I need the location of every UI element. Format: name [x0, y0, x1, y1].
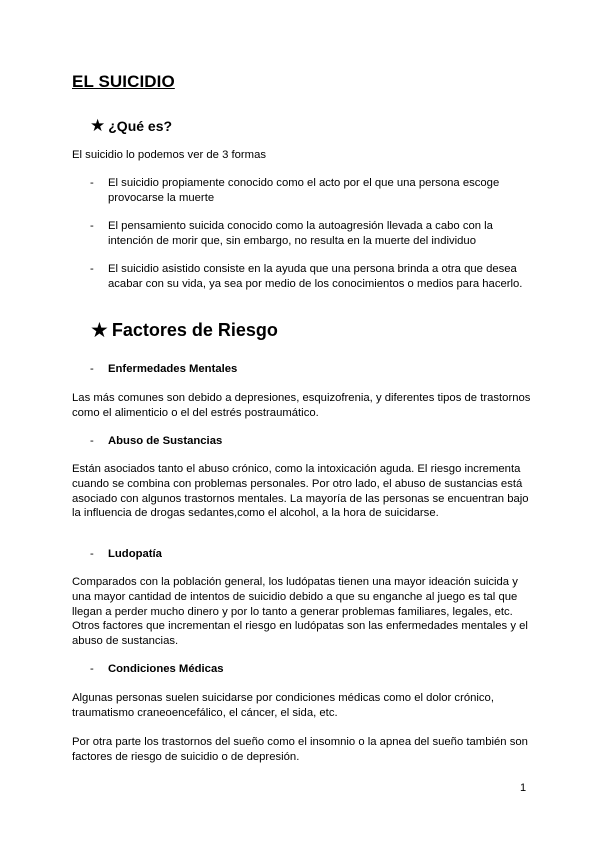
- intro-paragraph: El suicidio lo podemos ver de 3 formas: [72, 149, 267, 161]
- section-heading-que-es: [90, 116, 172, 136]
- section-heading-label: ¿Qué es?: [108, 118, 173, 134]
- subsection-paragraph: Algunas personas suelen suicidarse por condiciones médicas como el dolor crónico, traumatismo craneoencefálico, el cáncer, el sida, etc.: [72, 692, 494, 719]
- subsection-heading: [90, 362, 237, 377]
- bullet-dash: -: [90, 263, 94, 275]
- subsection-heading-label: Abuso de Sustancias: [108, 435, 223, 447]
- subsection-heading-label: Enfermedades Mentales: [108, 363, 238, 375]
- star-icon: ★: [90, 319, 109, 342]
- subsection-heading: [90, 547, 162, 562]
- bullet-dash: -: [90, 548, 94, 560]
- page-title: EL SUICIDIO: [72, 72, 175, 91]
- bullet-dash: -: [90, 363, 94, 375]
- subsection-heading-label: Condiciones Médicas: [108, 663, 224, 675]
- star-icon: ★: [90, 116, 106, 135]
- subsection-paragraph: Están asociados tanto el abuso crónico, como la intoxicación aguda. El riesgo incrementa cuando se combina con problemas personales. Por otro lado, el abuso de sustancias está asociado con algunos trastornos mentales. La mayoría de las personas se encuentran bajo la influencia de drogas sedantes,como el alcohol, a la hora de suicidarse.: [72, 463, 529, 520]
- section-heading-label: Factores de Riesgo: [111, 320, 278, 340]
- subsection-heading: [90, 434, 222, 449]
- bullet-dash: -: [90, 177, 94, 189]
- section-heading-factores: [90, 318, 278, 343]
- subsection-paragraph: Por otra parte los trastornos del sueño como el insomnio o la apnea del sueño también son factores de riesgo de suicidio o de depresión.: [72, 736, 528, 763]
- subsection-paragraph: Las más comunes son debido a depresiones, esquizofrenia, y diferentes tipos de trastornos como el alimenticio o el del estrés postraumático.: [72, 392, 531, 419]
- page-number: 1: [520, 782, 527, 794]
- subsection-paragraph: Comparados con la población general, los ludópatas tienen una mayor ideación suicida y una mayor cantidad de intentos de suicidio debido a que su enganche al juego es tal que llegan a perder mucho dinero y por lo tanto a generar problemas familiares, legales, etc. Otros factores que incrementan el riesgo en ludópatas son las enfermedades mentales y el abuso de sustancias.: [72, 576, 528, 648]
- list-item-text: El suicidio asistido consiste en la ayuda que una persona brinda a otra que desea acabar con su vida, ya sea por medio de los conocimientos o medios para hacerlo.: [108, 263, 523, 290]
- list-item-text: El suicidio propiamente conocido como el acto por el que una persona escoge provocarse la muerte: [108, 177, 500, 204]
- list-item-text: El pensamiento suicida conocido como la autoagresión llevada a cabo con la intención de morir que, sin embargo, no resulta en la muerte del individuo: [108, 220, 493, 247]
- bullet-dash: -: [90, 663, 94, 675]
- subsection-heading: [90, 662, 224, 677]
- bullet-dash: -: [90, 220, 94, 232]
- subsection-heading-label: Ludopatía: [108, 548, 162, 560]
- bullet-dash: -: [90, 435, 94, 447]
